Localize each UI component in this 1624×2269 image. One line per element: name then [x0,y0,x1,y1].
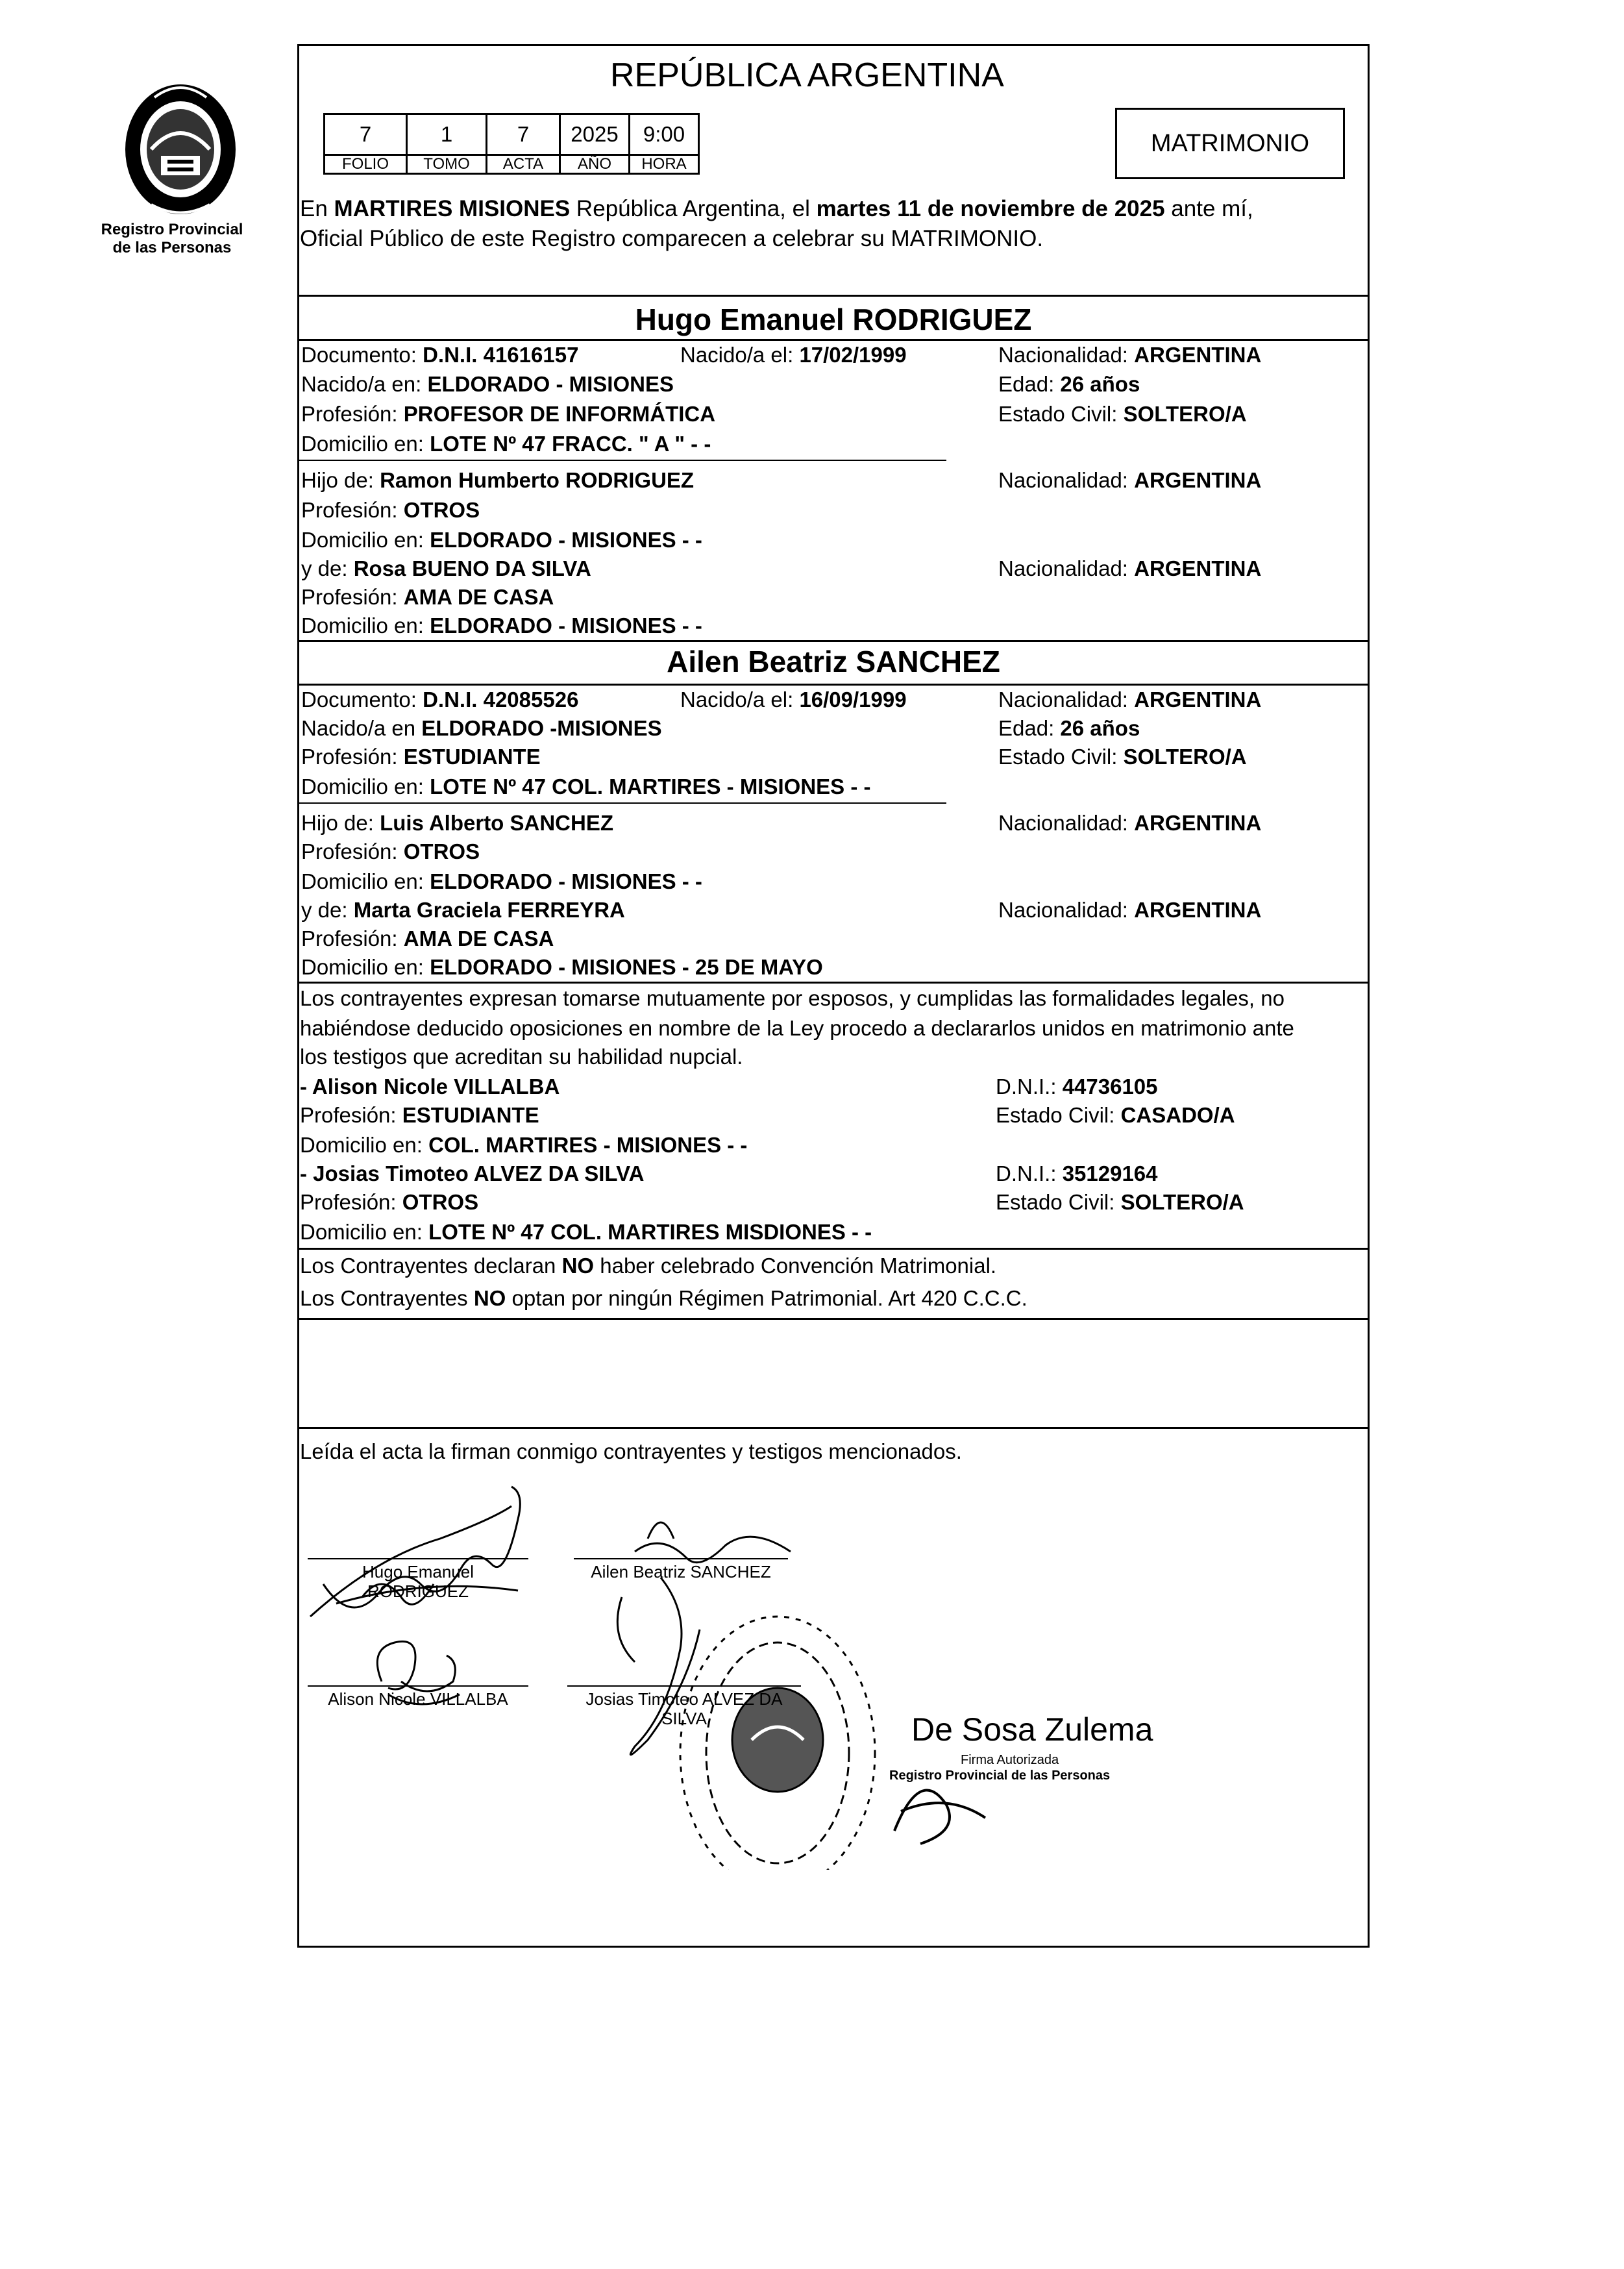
province-logo [116,71,245,221]
spouse2-father-address [301,869,702,895]
official-stamp-icon [680,1617,875,1870]
label-estado-civil: Estado Civil: [998,402,1124,426]
divider [297,684,1370,686]
divider [297,640,1370,642]
spouse2-name: Ailen Beatriz SANCHEZ [667,645,1000,678]
divider [297,1427,1370,1429]
declaration-line3: los testigos que acreditan su habilidad nupcial. [300,1045,743,1069]
spouse1-mother-profesion: AMA DE CASA [403,585,554,609]
witness1-address [300,1132,747,1158]
intro-text-c: ante mí, [1164,196,1253,221]
spouse1-documento [301,342,578,368]
regime-line1-c: haber celebrado Convención Matrimonial. [594,1254,997,1278]
official-role2: Registro Provincial de las Personas [889,1768,1111,1783]
divider [297,460,946,461]
spouse1-birthdate [680,342,907,368]
witness1-civil-status [996,1102,1235,1128]
label-domicilio: Domicilio en: [301,775,430,799]
spouse1-mother-name: Rosa BUENO DA SILVA [353,556,591,580]
regime-line1-a: Los Contrayentes declaran [300,1254,562,1278]
label-nacionalidad: Nacionalidad: [998,898,1135,922]
spouse1-father-profesion: OTROS [403,498,480,522]
label-edad: Edad: [998,716,1061,740]
spouse2-nacido-en: ELDORADO -MISIONES [421,716,662,740]
official-role1: Firma Autorizada [961,1753,1059,1767]
spouse1-mother [301,556,591,582]
label-documento: Documento: [301,688,423,712]
label-y-de: y de: [301,898,354,922]
spouse2-dni: D.N.I. 42085526 [423,688,579,712]
spouse1-birthplace [301,371,674,397]
label-documento: Documento: [301,343,423,367]
logo-caption-line2: de las Personas [112,239,232,256]
spouse1-nacido-en: ELDORADO - MISIONES [427,372,674,396]
signature-1-name [308,1562,528,1601]
spouse1-father [301,467,694,493]
label-estado-civil: Estado Civil: [996,1190,1121,1214]
spouse2-mother-name: Marta Graciela FERREYRA [353,898,625,922]
intro-place: MARTIRES MISIONES [334,196,571,221]
regime-line2 [300,1285,1027,1311]
witness2-address [300,1219,872,1245]
label-domicilio: Domicilio en: [301,528,430,552]
intro-date: martes 11 de noviembre de 2025 [816,196,1165,221]
label-domicilio: Domicilio en: [300,1133,429,1157]
witness2-dni-value: 35129164 [1062,1161,1158,1185]
spouse2-estado-civil: SOLTERO/A [1123,745,1247,769]
anio-label: AÑO [560,155,630,174]
label-nacionalidad: Nacionalidad: [998,468,1135,492]
anio-value: 2025 [560,114,630,155]
label-edad: Edad: [998,372,1061,396]
witness1-dni-value: 44736105 [1062,1074,1158,1098]
label-hijo-de: Hijo de: [301,468,380,492]
folio-value: 7 [325,114,407,155]
label-nacido-el: Nacido/a el: [680,688,800,712]
spouse2-domicilio: LOTE Nº 47 COL. MARTIRES - MISIONES - - [430,775,871,799]
spouse1-profesion: PROFESOR DE INFORMÁTICA [403,402,716,426]
intro-line1 [300,196,1253,222]
spouse2-father-profession [301,839,480,865]
witness2-name-value: - Josias Timoteo ALVEZ DA SILVA [300,1161,645,1185]
witness1-dni [996,1074,1158,1100]
spouse2-civil-status [998,744,1247,770]
divider [297,1248,1370,1250]
spouse1-estado-civil: SOLTERO/A [1123,402,1247,426]
label-profesion: Profesión: [301,498,404,522]
label-hijo-de: Hijo de: [301,811,380,835]
spouse1-father-nationality [998,467,1261,493]
logo-caption-line1: Registro Provincial [101,221,243,238]
label-nacionalidad: Nacionalidad: [998,556,1135,580]
signature-line-4 [567,1685,801,1687]
spouse1-father-nacionalidad: ARGENTINA [1134,468,1262,492]
acta-value: 7 [487,114,560,155]
spouse1-father-address [301,527,702,553]
label-dni: D.N.I.: [996,1161,1063,1185]
witness2-dni [996,1161,1158,1187]
spouse1-father-name: Ramon Humberto RODRIGUEZ [380,468,695,492]
witness2-estado-civil: SOLTERO/A [1120,1190,1244,1214]
official-signature-icon [894,1791,985,1844]
signature-line-1 [308,1558,528,1559]
divider [297,802,946,804]
signature-line-2 [574,1558,788,1559]
signature-line-3 [308,1685,528,1687]
spouse2-father-nationality [998,810,1261,836]
spouse1-name: Hugo Emanuel RODRIGUEZ [635,303,1032,336]
spouse1-mother-address [301,613,702,639]
spouse2-father [301,810,613,836]
tomo-label: TOMO [407,155,487,174]
sig4-line1: Josias Timoteo ALVEZ DA [585,1689,783,1709]
spouse1-domicilio: LOTE Nº 47 FRACC. " A " - - [430,432,711,456]
label-nacido-en: Nacido/a en: [301,372,428,396]
registry-table [323,113,700,175]
witness1-name-value: - Alison Nicole VILLALBA [300,1074,560,1098]
witness2-civil-status [996,1189,1244,1215]
spouse2-father-domicilio: ELDORADO - MISIONES - - [430,869,702,893]
folio-label: FOLIO [325,155,407,174]
acta-label: ACTA [487,155,560,174]
label-profesion: Profesión: [301,745,404,769]
spouse2-nacionalidad: ARGENTINA [1134,688,1262,712]
witness2-profession [300,1189,478,1215]
signature-4-name [567,1689,801,1728]
act-type-box: MATRIMONIO [1115,108,1345,179]
label-dni: D.N.I.: [996,1074,1063,1098]
reading-statement: Leída el acta la firman conmigo contrayentes y testigos mencionados. [300,1439,962,1463]
label-profesion: Profesión: [301,585,404,609]
spouse2-mother-domicilio: ELDORADO - MISIONES - 25 DE MAYO [430,955,823,979]
label-domicilio: Domicilio en: [301,432,430,456]
misiones-seal-icon [116,71,245,221]
label-profesion: Profesión: [301,839,404,863]
spouse2-documento [301,687,578,713]
witness1-profession [300,1102,539,1128]
spouse1-dni: D.N.I. 41616157 [423,343,579,367]
label-domicilio: Domicilio en: [301,955,430,979]
regime-line1 [300,1253,996,1279]
label-nacido-el: Nacido/a el: [680,343,800,367]
spouse1-profession [301,401,715,427]
spouse2-profesion: ESTUDIANTE [403,745,541,769]
witness1-name [300,1074,560,1100]
regime-line2-c: optan por ningún Régimen Patrimonial. Art 420 C.C.C. [506,1286,1027,1310]
witness2-name [300,1161,645,1187]
spouse2-address [301,774,871,800]
label-nacionalidad: Nacionalidad: [998,343,1135,367]
label-nacido-en: Nacido/a en [301,716,422,740]
signature-3-name: Alison Nicole VILLALBA [328,1689,508,1709]
divider [297,982,1370,984]
witness2-profesion: OTROS [402,1190,479,1214]
label-profesion: Profesión: [300,1103,402,1127]
declaration-line2: habiéndose deducido oposiciones en nombre de la Ley procedo a declararlos unidos en matrimonio ante [300,1016,1294,1040]
label-domicilio: Domicilio en: [301,614,430,638]
spouse2-mother-profesion: AMA DE CASA [403,926,554,950]
spouse2-profession [301,744,541,770]
divider [297,295,1370,297]
intro-text-b: República Argentina, el [570,196,817,221]
spouse1-nacionalidad: ARGENTINA [1134,343,1262,367]
country-title: REPÚBLICA ARGENTINA [610,56,1004,94]
spouse1-mother-nacionalidad: ARGENTINA [1134,556,1262,580]
spouse1-mother-profession [301,584,554,610]
label-profesion: Profesión: [301,402,404,426]
spouse2-mother-nationality [998,897,1261,923]
hora-label: HORA [630,155,699,174]
spouse2-mother-nacionalidad: ARGENTINA [1134,898,1262,922]
spouse2-nationality [998,687,1261,713]
sig1-line2: RODRIGUEZ [367,1581,469,1601]
spouse1-edad: 26 años [1060,372,1140,396]
regime-line1-no: NO [561,1254,595,1278]
spouse1-father-domicilio: ELDORADO - MISIONES - - [430,528,702,552]
intro-line2: Oficial Público de este Registro comparecen a celebrar su MATRIMONIO. [300,226,1044,251]
spouse1-mother-domicilio: ELDORADO - MISIONES - - [430,614,702,638]
official-name: De Sosa Zulema [911,1711,1153,1748]
label-nacionalidad: Nacionalidad: [998,811,1135,835]
regime-line2-no: NO [473,1286,506,1310]
spouse1-nacido-el: 17/02/1999 [799,343,907,367]
label-domicilio: Domicilio en: [300,1220,429,1244]
spouse2-father-profesion: OTROS [403,839,480,863]
sig1-line1: Hugo Emanuel [362,1562,474,1581]
intro-text-a: En [300,196,334,221]
spouse2-mother [301,897,625,923]
hora-value: 9:00 [630,114,699,155]
spouse1-nationality [998,342,1261,368]
label-profesion: Profesión: [301,926,404,950]
spouse2-father-name: Luis Alberto SANCHEZ [380,811,614,835]
label-y-de: y de: [301,556,354,580]
spouse2-edad: 26 años [1060,716,1140,740]
witness1-profesion: ESTUDIANTE [402,1103,539,1127]
label-profesion: Profesión: [300,1190,402,1214]
spouse2-father-nacionalidad: ARGENTINA [1134,811,1262,835]
spouse1-mother-nationality [998,556,1261,582]
spouse2-birthdate [680,687,907,713]
witness2-domicilio: LOTE Nº 47 COL. MARTIRES MISDIONES - - [428,1220,872,1244]
spouse2-mother-address [301,954,823,980]
spouse1-age [998,371,1140,397]
sig4-line2: SILVA [661,1709,707,1728]
label-estado-civil: Estado Civil: [996,1103,1121,1127]
label-domicilio: Domicilio en: [301,869,430,893]
divider [297,339,1370,341]
spouse2-age [998,715,1140,741]
spouse1-address [301,431,711,457]
signature-2-name: Ailen Beatriz SANCHEZ [591,1562,771,1581]
handwritten-signatures [297,1467,1370,1870]
divider [297,1318,1370,1320]
tomo-value: 1 [407,114,487,155]
declaration-line1: Los contrayentes expresan tomarse mutuamente por esposos, y cumplidas las formalidades legales, no [300,986,1285,1010]
spouse2-nacido-el: 16/09/1999 [799,688,907,712]
label-nacionalidad: Nacionalidad: [998,688,1135,712]
label-estado-civil: Estado Civil: [998,745,1124,769]
regime-line2-a: Los Contrayentes [300,1286,474,1310]
witness1-domicilio: COL. MARTIRES - MISIONES - - [428,1133,748,1157]
spouse2-mother-profession [301,926,554,952]
logo-caption [97,221,247,257]
spouse1-civil-status [998,401,1247,427]
witness1-estado-civil: CASADO/A [1120,1103,1235,1127]
spouse1-father-profession [301,497,480,523]
spouse2-birthplace [301,715,662,741]
